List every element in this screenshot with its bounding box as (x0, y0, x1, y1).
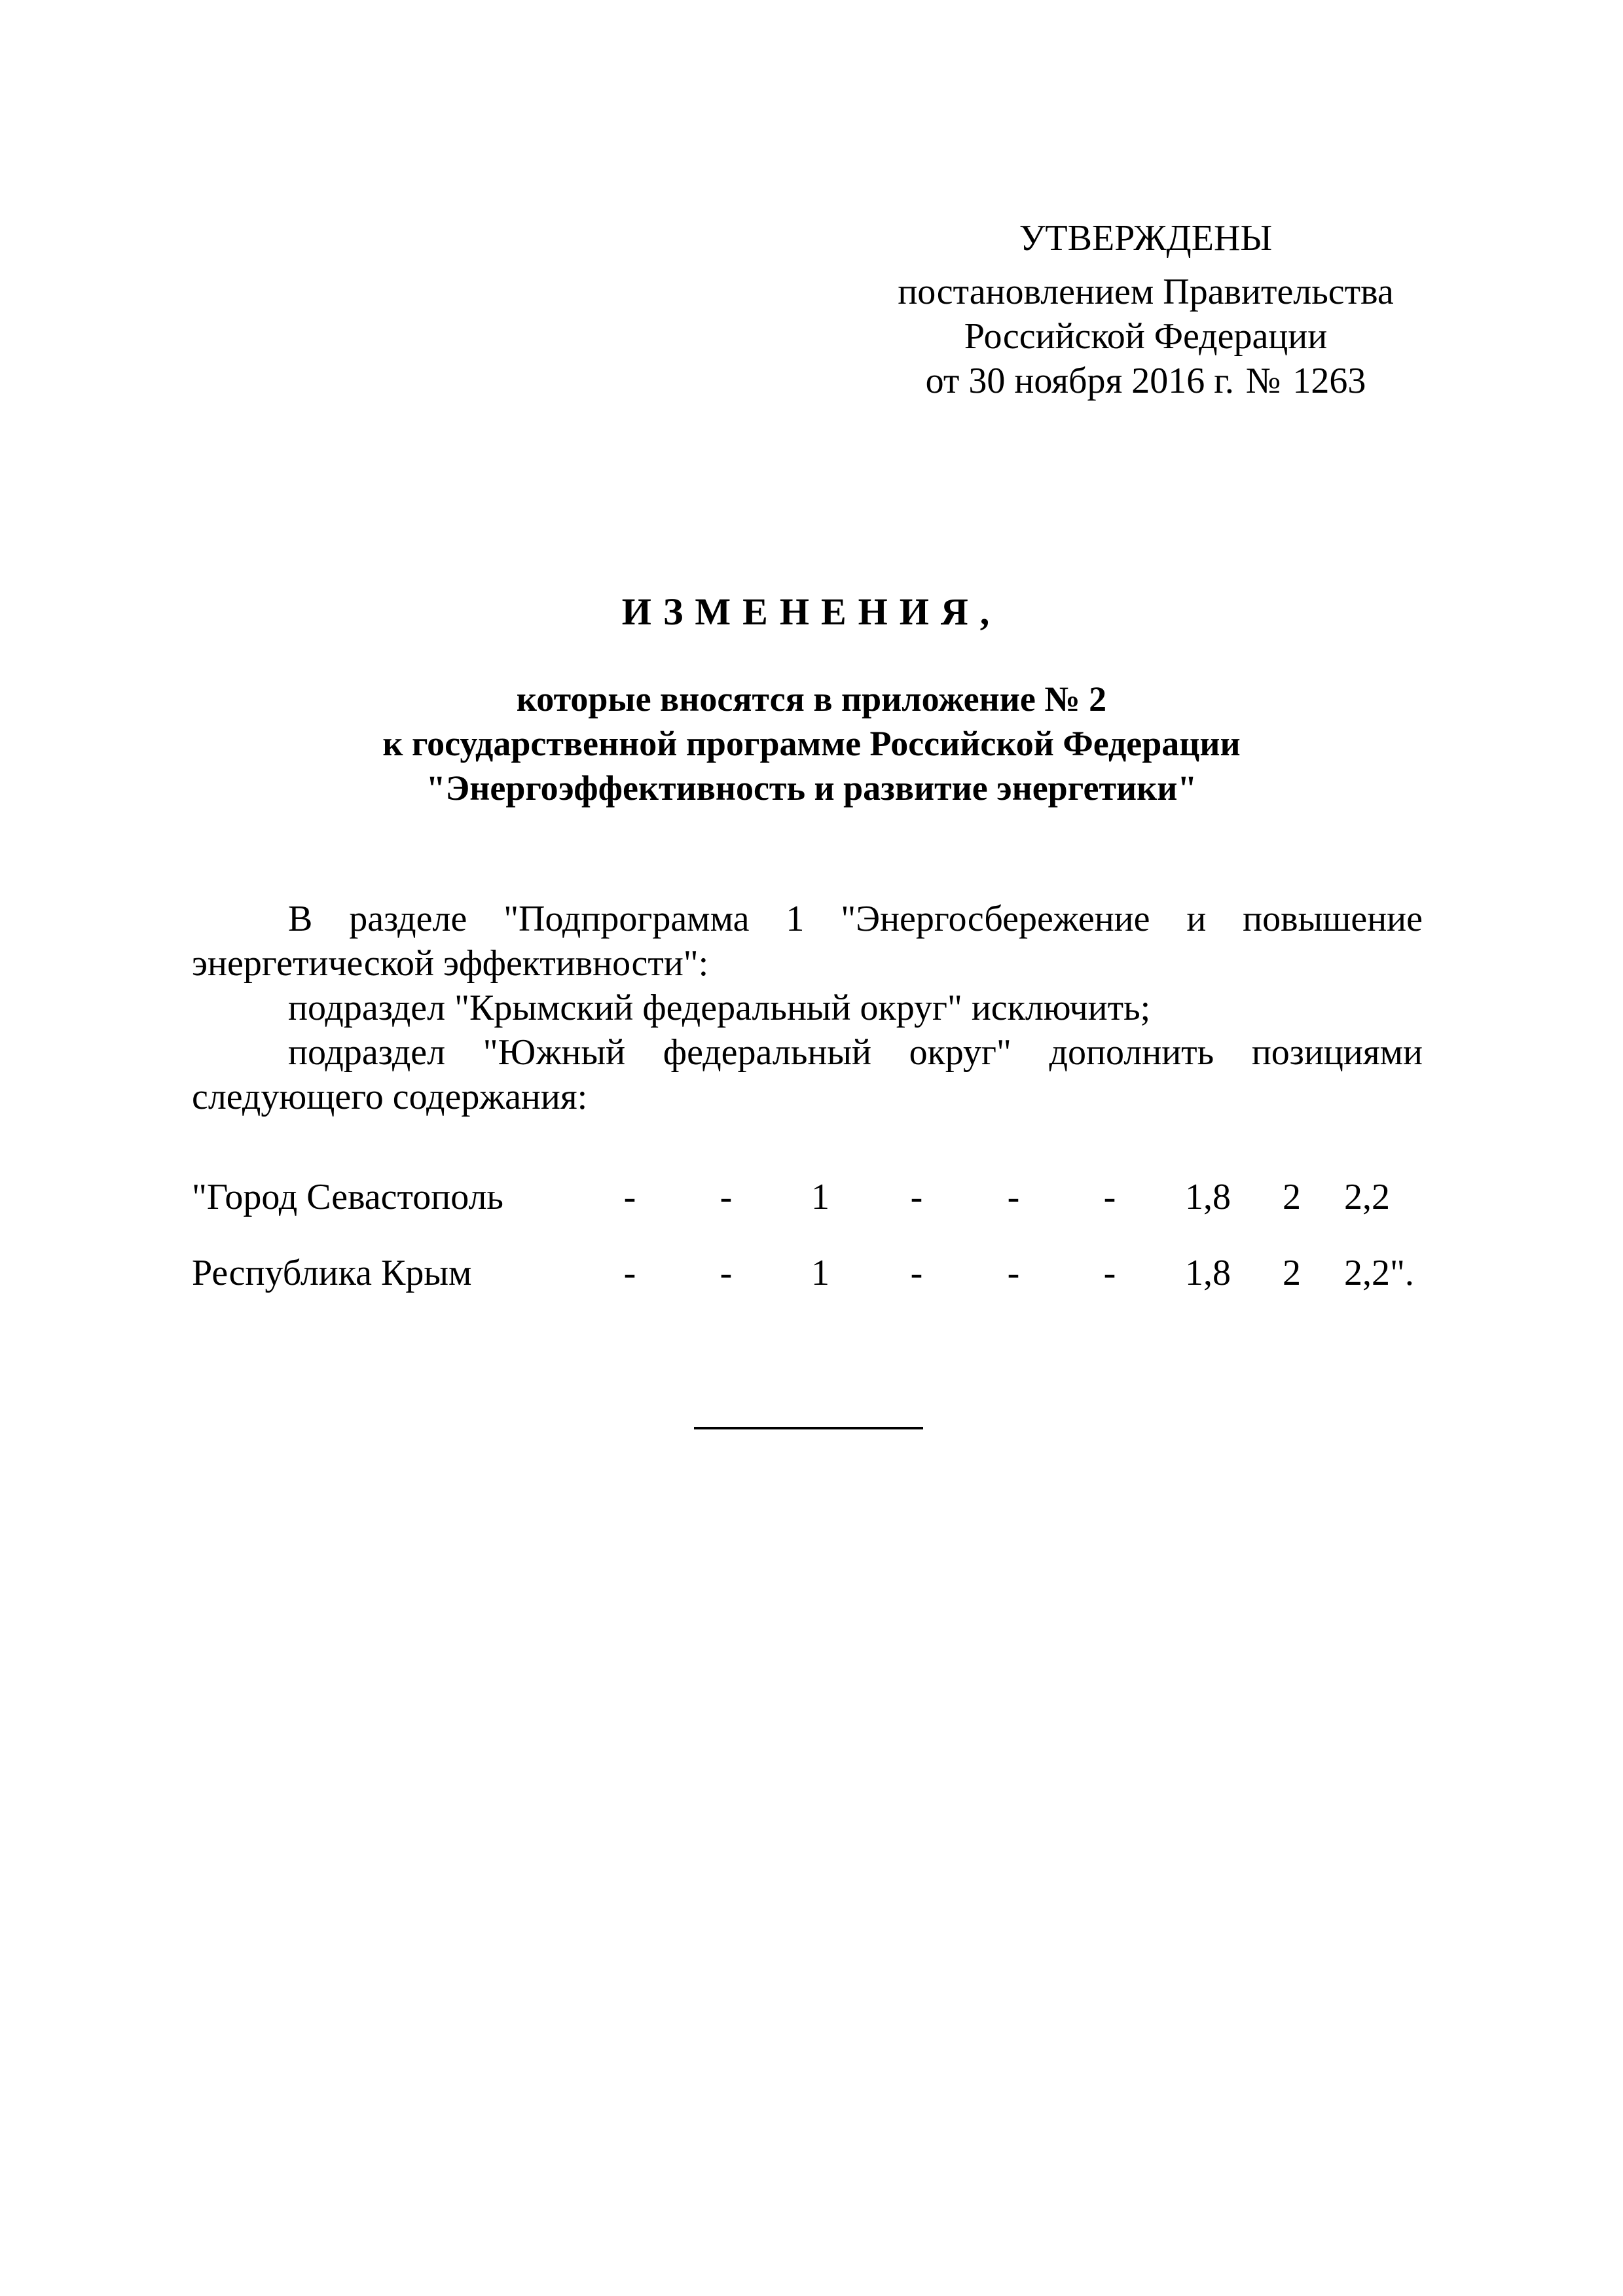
row-value: 1 (811, 1177, 830, 1217)
closing-divider (694, 1427, 923, 1429)
row-value: - (1007, 1177, 1020, 1217)
document-title: ИЗМЕНЕНИЯ, (621, 590, 1002, 633)
approval-line-1: постановлением Правительства (898, 272, 1394, 312)
row-value: - (1103, 1253, 1116, 1293)
approval-line-2: Российской Федерации (964, 316, 1328, 357)
approval-number: 1263 (1292, 361, 1366, 401)
row-value: - (720, 1253, 733, 1293)
approval-block (818, 216, 1473, 403)
body-text (192, 897, 1423, 1119)
row-value: - (1007, 1253, 1020, 1293)
subtitle-line-3: "Энергоэффективность и развитие энергетики" (426, 768, 1197, 808)
approval-heading: УТВЕРЖДЕНЫ (1019, 218, 1273, 259)
paragraph-3-line-2: следующего содержания: (192, 1077, 588, 1117)
title-block (0, 589, 1623, 810)
approval-date-line (818, 359, 1473, 403)
paragraph-3-line-1: подраздел "Южный федеральный округ" дополнить позициями (288, 1032, 1423, 1073)
row-value: 1,8 (1185, 1253, 1231, 1293)
row-value: - (910, 1177, 923, 1217)
row-value: 2,2". (1344, 1253, 1414, 1293)
row-value: 2 (1283, 1177, 1301, 1217)
approval-date: от 30 ноября 2016 г. (925, 361, 1234, 401)
paragraph-1-line-1: В разделе "Подпрограмма 1 "Энергосбережение и повышение (288, 899, 1423, 939)
paragraph-1-line-2: энергетической эффективности": (192, 943, 709, 984)
positions-table (192, 1175, 1436, 1327)
row-name: Республика Крым (192, 1253, 472, 1293)
row-value: - (1103, 1177, 1116, 1217)
subtitle-line-1: которые вносятся в приложение № 2 (516, 679, 1107, 719)
subtitle-line-2: к государственной программе Российской Федерации (382, 724, 1241, 763)
table-row (192, 1175, 1436, 1219)
row-value: - (623, 1177, 636, 1217)
row-value: - (623, 1253, 636, 1293)
paragraph-2: подраздел "Крымский федеральный округ" исключить; (288, 988, 1151, 1028)
number-sign: № (1245, 361, 1281, 401)
row-value: 1 (811, 1253, 830, 1293)
row-value: 2,2 (1344, 1177, 1390, 1217)
row-value: 2 (1283, 1253, 1301, 1293)
row-value: - (720, 1177, 733, 1217)
document-subtitle (0, 677, 1623, 810)
row-value: 1,8 (1185, 1177, 1231, 1217)
row-value: - (910, 1253, 923, 1293)
table-row (192, 1251, 1436, 1295)
row-name: "Город Севастополь (192, 1177, 503, 1217)
